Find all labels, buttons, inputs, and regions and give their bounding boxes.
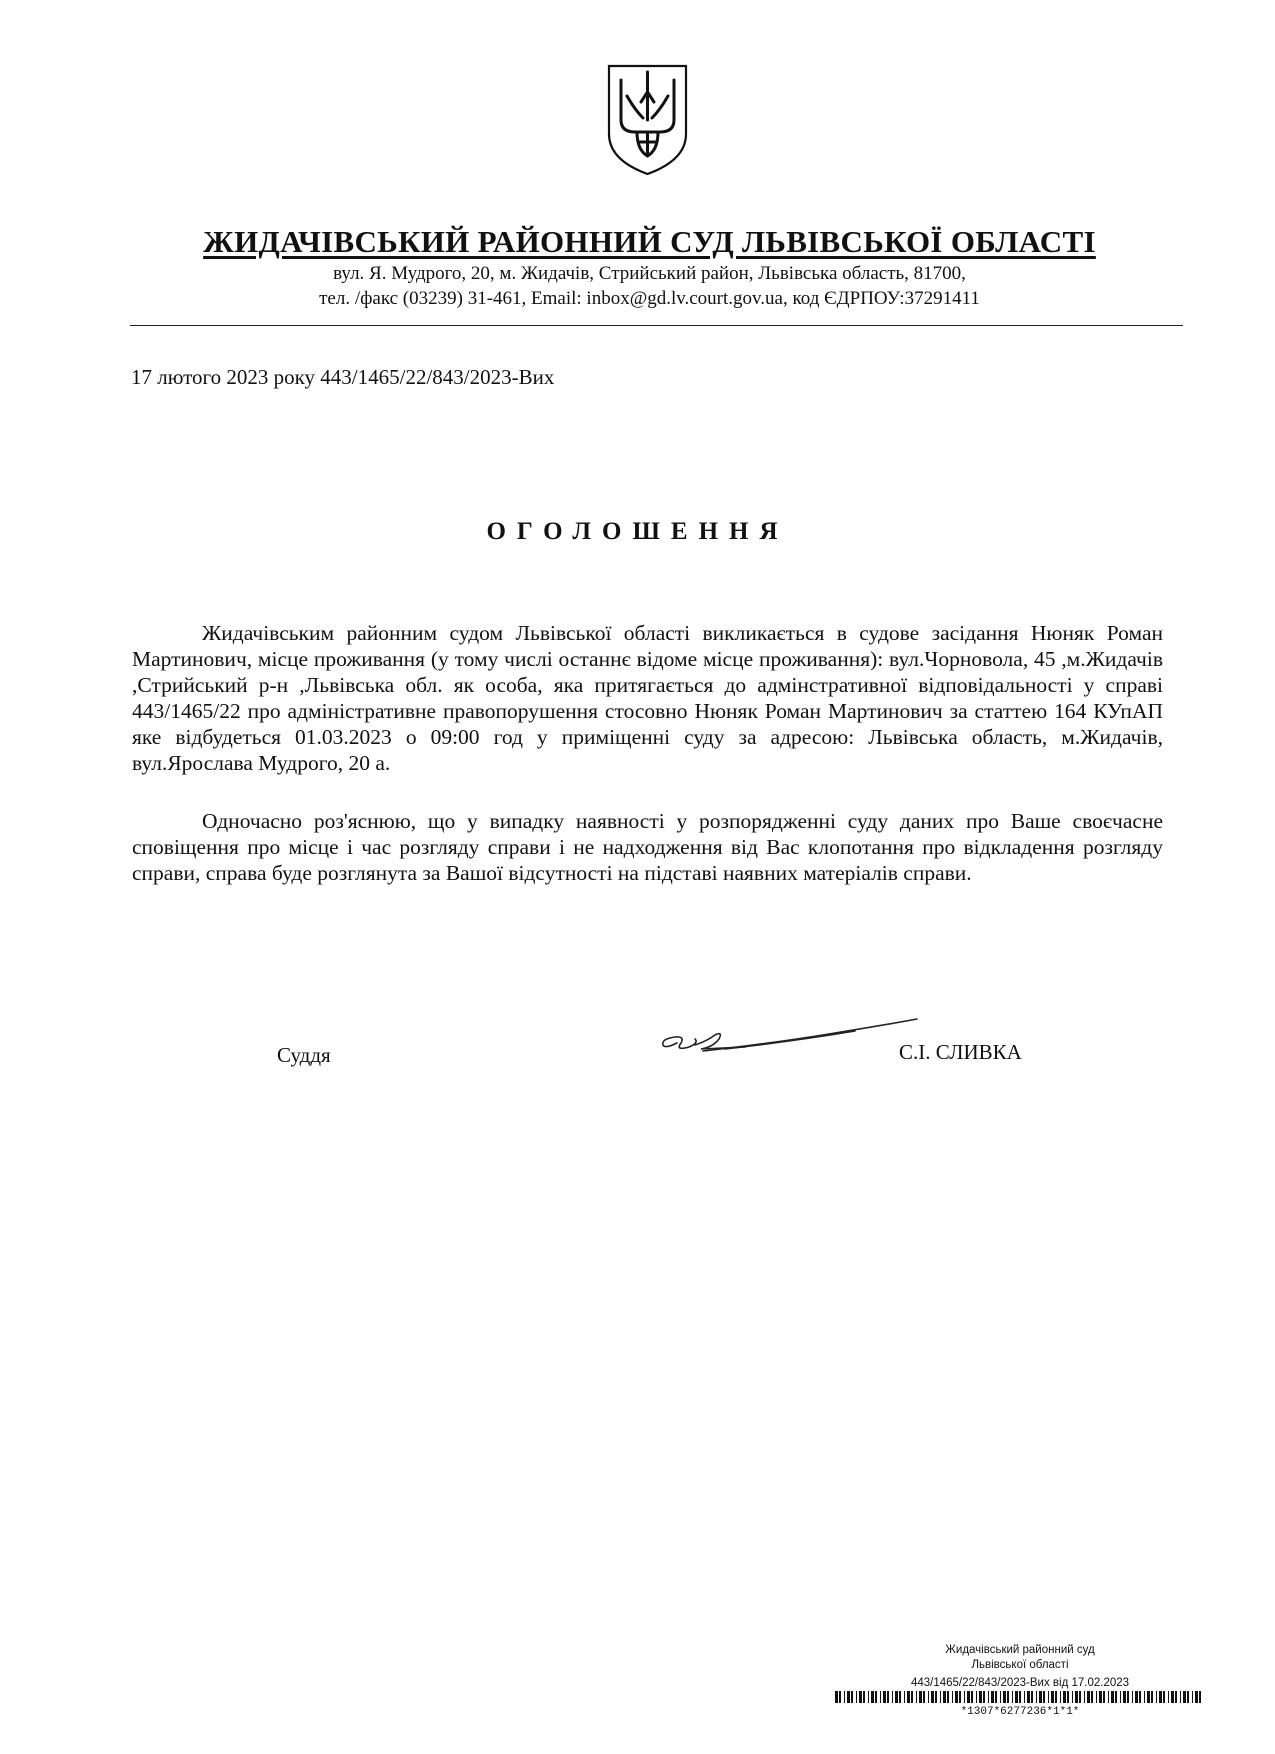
header-divider xyxy=(130,325,1183,326)
handwritten-signature-icon xyxy=(655,1005,920,1065)
barcode-number: *1307*6277236*1*1* xyxy=(960,1706,1080,1718)
barcode-icon xyxy=(835,1691,1205,1703)
court-address: вул. Я. Мудрого, 20, м. Жидачів, Стрийський район, Львівська область, 81700, xyxy=(333,263,966,284)
notice-title: ОГОЛОШЕННЯ xyxy=(486,518,789,545)
trident-coat-of-arms-icon xyxy=(605,62,690,177)
judge-name: С.І. СЛИВКА xyxy=(899,1040,1022,1064)
outgoing-reference: 17 лютого 2023 року 443/1465/22/843/2023-Вих xyxy=(131,365,555,389)
court-contacts: тел. /факс (03239) 31-461, Email: inbox@gd.lv.court.gov.ua, код ЄДРПОУ:37291411 xyxy=(319,288,980,309)
judge-role-label: Суддя xyxy=(277,1043,331,1067)
stamp-court-name: Жидачівський районний суд xyxy=(945,1644,1095,1656)
stamp-registration-number: 443/1465/22/843/2023-Вих від 17.02.2023 xyxy=(910,1677,1130,1689)
explanation-paragraph: Одночасно роз'яснюю, що у випадку наявності у розпорядженні суду даних про Ваше своєчасне сповіщення про місце і час розгляду справи і не надходження від Вас клопотання про відкладення розгляду справи, справа буде розглянута за Вашої відсутності на підставі наявних матеріалів справи. xyxy=(132,809,1163,885)
summons-paragraph: Жидачівським районним судом Львівської області викликається в судове засідання Нюняк Роман Мартинович, місце проживання (у тому числі останнє відоме місце проживання): вул.Чорновола, 45 ,м.Жидачів ,Стрийський р-н ,Львівська обл. як особа, яка притягається до адмінстративної відповідальності у справі 443/1465/22 про адміністративне правопорушення стосовно Нюняк Роман Мартинович за статтею 164 КУпАП яке відбудеться 01.03.2023 о 09:00 год у приміщенні суду за адресою: Львівська область, м.Жидачів, вул.Ярослава Мудрого, 20 а. xyxy=(132,621,1163,775)
stamp-region: Львівської області xyxy=(971,1659,1069,1671)
court-name-heading: ЖИДАЧІВСЬКИЙ РАЙОННИЙ СУД ЛЬВІВСЬКОЇ ОБЛАСТІ xyxy=(203,224,1096,259)
